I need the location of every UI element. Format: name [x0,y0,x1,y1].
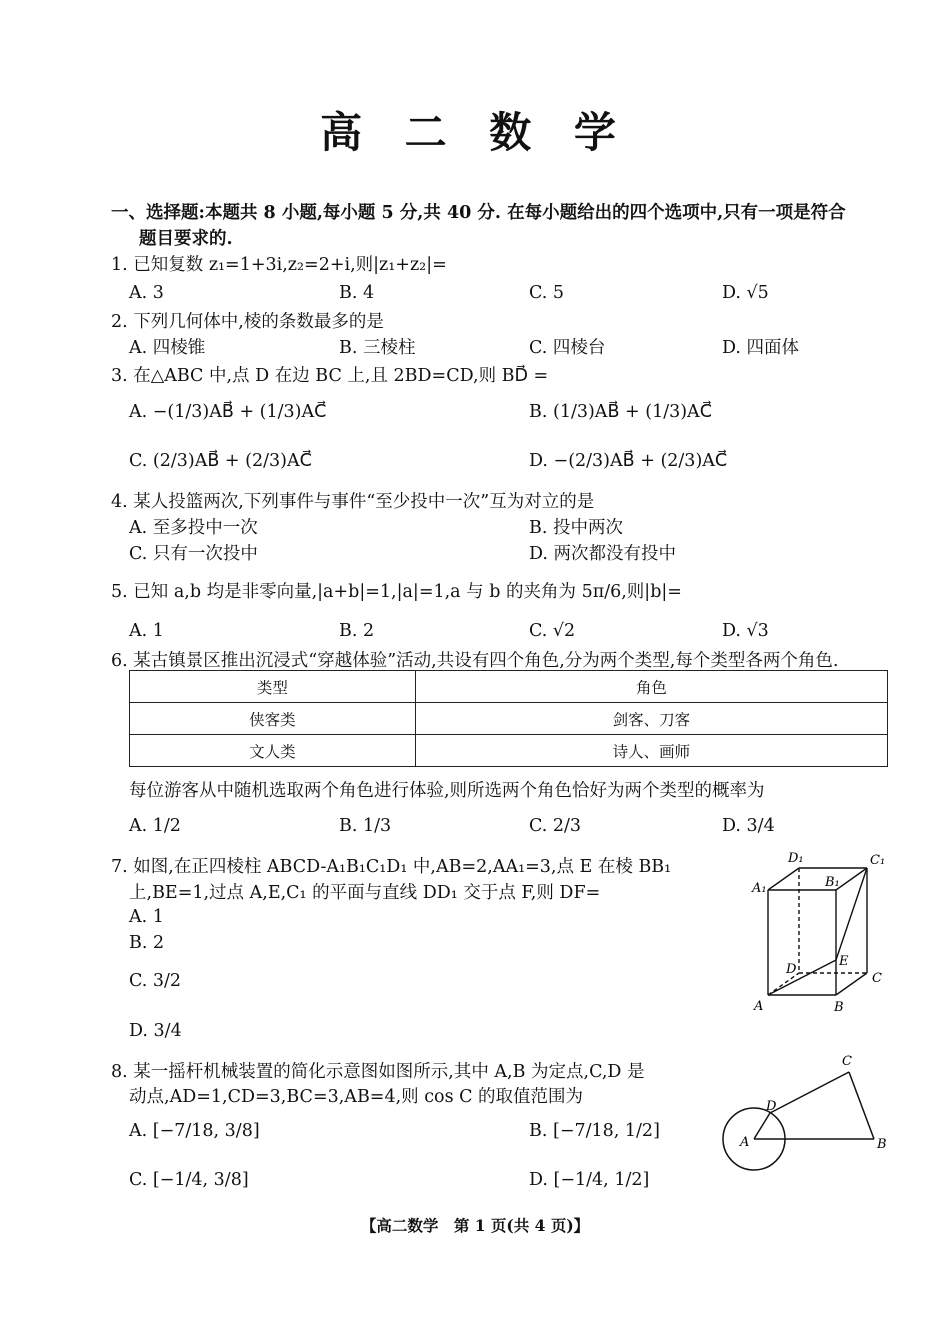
question-1-option-b: B. 4 [339,283,375,303]
question-1-option-a: A. 3 [129,283,164,303]
question-5-option-a: A. 1 [129,621,164,641]
label-d1: D₁ [788,851,804,866]
question-8-stem-cont: 动点,AD=1,CD=3,BC=3,AB=4,则 cos C 的取值范围为 [129,1087,584,1107]
linkage-figure [715,1050,895,1180]
question-8-option-b: B. [−7/18, 1/2] [529,1121,660,1141]
question-2-option-c: C. 四棱台 [529,338,606,358]
question-1-stem: 1. 已知复数 z₁=1+3i,z₂=2+i,则|z₁+z₂|= [111,255,447,275]
label-c1: C₁ [870,853,886,868]
page-title: 高 二 数 学 [320,108,630,157]
question-4-option-d: D. 两次都没有投中 [529,544,677,564]
label-c: C [872,971,882,986]
table-row [130,703,888,735]
page-footer: 【高二数学 第 1 页(共 4 页)】 [360,1216,590,1235]
question-7-option-a: A. 1 [129,907,164,927]
table-header-cell: 类型 [130,671,416,703]
role-type-table [129,670,888,767]
question-8-stem: 8. 某一摇杆机械装置的简化示意图如图所示,其中 A,B 为定点,C,D 是 [111,1062,645,1082]
question-6-option-d: D. 3/4 [722,816,775,836]
question-7-option-c: C. 3/2 [129,971,182,991]
question-8-option-d: D. [−1/4, 1/2] [529,1170,650,1190]
question-7-stem-cont: 上,BE=1,过点 A,E,C₁ 的平面与直线 DD₁ 交于点 F,则 DF= [129,883,601,903]
table-header-cell: 角色 [415,671,887,703]
question-6-option-b: B. 1/3 [339,816,392,836]
question-4-option-a: A. 至多投中一次 [129,518,258,538]
question-2-option-b: B. 三棱柱 [339,338,416,358]
table-header-row [130,671,888,703]
label-e: E [839,954,849,969]
question-6-option-c: C. 2/3 [529,816,582,836]
question-3-stem: 3. 在△ABC 中,点 D 在边 BC 上,且 2BD=CD,则 BD⃗ = [111,366,549,386]
question-7-option-b: B. 2 [129,933,165,953]
label-a: A [740,1135,750,1150]
question-3-option-a: A. −(1/3)AB⃗ + (1/3)AC⃗ [129,402,327,422]
question-6-stem-cont: 每位游客从中随机选取两个角色进行体验,则所选两个角色恰好为两个类型的概率为 [129,781,765,801]
question-5-option-d: D. √3 [722,621,769,641]
prism-figure [748,850,893,1020]
section-heading-cont: 题目要求的. [139,229,233,249]
question-1-option-c: C. 5 [529,283,565,303]
question-5-option-c: C. √2 [529,621,576,641]
table-row [130,735,888,767]
question-6-option-a: A. 1/2 [129,816,181,836]
question-8-option-a: A. [−7/18, 3/8] [129,1121,260,1141]
question-4-option-b: B. 投中两次 [529,518,623,538]
question-1-option-d: D. √5 [722,283,769,303]
table-cell: 剑客、刀客 [415,703,887,735]
question-3-option-c: C. (2/3)AB⃗ + (2/3)AC⃗ [129,451,312,471]
label-b: B [834,1000,844,1015]
question-5-stem: 5. 已知 a,b 均是非零向量,|a+b|=1,|a|=1,a 与 b 的夹角为 5π/6,则|b|= [111,582,682,602]
question-2-option-a: A. 四棱锥 [129,338,206,358]
label-b1: B₁ [825,875,840,890]
label-a: A [754,999,764,1014]
table-cell: 文人类 [130,735,416,767]
section-heading: 一、选择题:本题共 8 小题,每小题 5 分,共 40 分. 在每小题给出的四个选项中,只有一项是符合 [111,203,846,223]
question-3-option-d: D. −(2/3)AB⃗ + (2/3)AC⃗ [529,451,728,471]
label-c: C [842,1054,852,1069]
table-cell: 侠客类 [130,703,416,735]
table-cell: 诗人、画师 [415,735,887,767]
question-3-option-b: B. (1/3)AB⃗ + (1/3)AC⃗ [529,402,712,422]
label-a1: A₁ [752,881,767,896]
label-b: B [877,1137,887,1152]
question-5-option-b: B. 2 [339,621,375,641]
question-2-stem: 2. 下列几何体中,棱的条数最多的是 [111,312,384,332]
question-7-stem: 7. 如图,在正四棱柱 ABCD-A₁B₁C₁D₁ 中,AB=2,AA₁=3,点 E 在棱 BB₁ [111,857,672,877]
label-d: D [766,1099,777,1114]
question-8-option-c: C. [−1/4, 3/8] [129,1170,249,1190]
question-7-option-d: D. 3/4 [129,1021,182,1041]
question-2-option-d: D. 四面体 [722,338,800,358]
question-4-stem: 4. 某人投篮两次,下列事件与事件“至少投中一次”互为对立的是 [111,492,595,512]
question-4-option-c: C. 只有一次投中 [129,544,258,564]
label-d: D [786,962,797,977]
question-6-stem: 6. 某古镇景区推出沉浸式“穿越体验”活动,共设有四个角色,分为两个类型,每个类型各两个角色. [111,651,839,671]
